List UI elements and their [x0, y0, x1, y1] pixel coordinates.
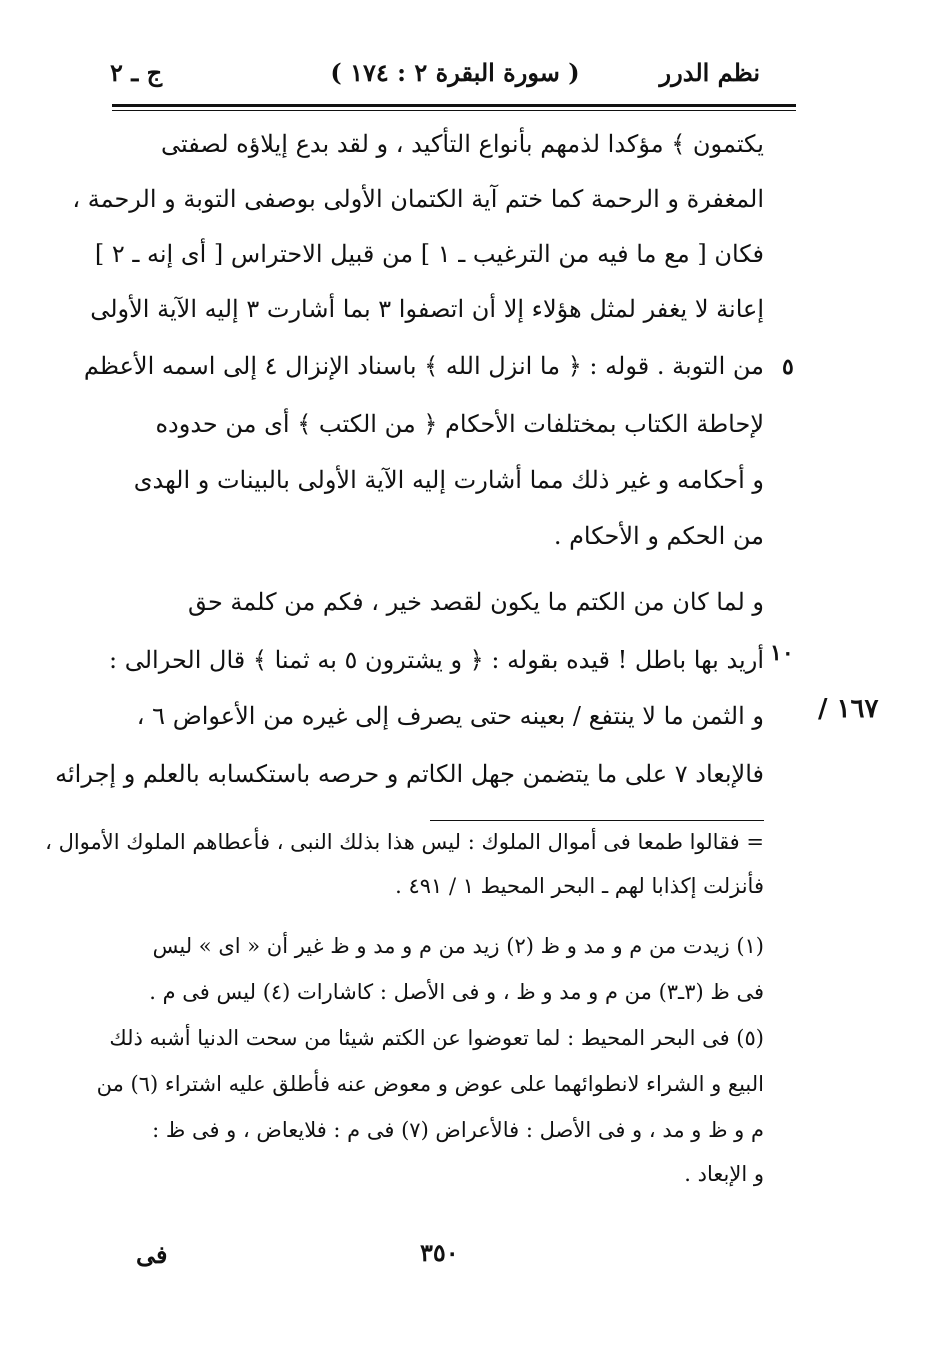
footnote-line: البيع و الشراء لانطوائهما على عوض و معوض عنه فأطلق عليه اشتراء (٦) من	[96, 1072, 764, 1096]
footnote-line: = فقالوا طمعا فى أموال الملوك : ليس هذا بذلك النبى ، فأعطاهم الملوك الأموال ،	[45, 830, 764, 854]
volume-number: ج ـ ٢	[110, 58, 163, 87]
text-line: فالإبعاد ٧ على ما يتضمن جهل الكاتم و حرصه باستكسابه بالعلم و إجرائه	[55, 760, 764, 788]
surah-reference: ( سورة البقرة ٢ : ١٧٤ )	[330, 58, 580, 87]
footnote-line: (٥) فى البحر المحيط : لما تعوضوا عن الكتم شيئا من سحت الدنيا أشبه ذلك	[109, 1026, 764, 1050]
page-number: ٣٥٠	[420, 1238, 459, 1267]
footnote-line: فى ظ (٣ـ٣) من م و مد و ظ ، و فى الأصل : كاشارات (٤) ليس فى م .	[149, 980, 764, 1004]
text-line: و الثمن ما لا ينتفع / بعينه حتى يصرف إلى غيره من الأعواض ٦ ،	[136, 702, 764, 730]
text-line: و لما كان من الكتم ما يكون لقصد خير ، فكم من كلمة حق	[187, 588, 764, 616]
footnote-separator	[430, 820, 764, 821]
text-line: من التوبة . قوله : ﴿ ما انزل الله ﴾ باسناد الإنزال ٤ إلى اسمه الأعظم	[83, 352, 764, 380]
line-number-10: ١٠	[770, 640, 794, 666]
main-text	[72, 124, 764, 564]
text-line: إعانة لا يغفر لمثل هؤلاء إلا أن اتصفوا ٣ بما أشارت ٣ إليه الآية الأولى	[90, 295, 764, 323]
footnotes-continued	[45, 824, 764, 904]
footnote-line: فأنزلت إكذابا لهم ـ البحر المحيط ١ / ٤٩١ .	[395, 874, 764, 898]
text-line: أريد بها باطل ! قيده بقوله : ﴿ و يشترون ٥ به ثمنا ﴾ قال الحرالى :	[109, 646, 764, 674]
footnotes	[96, 928, 764, 1228]
footnote-line: م و ظ و مد ، و فى الأصل : فالأعراض (٧) فى م : فلايعاض ، و فى ظ :	[152, 1118, 764, 1142]
footnote-line: و الإبعاد .	[684, 1162, 764, 1186]
text-line: المغفرة و الرحمة كما ختم آية الكتمان الأولى بوصفى التوبة و الرحمة ،	[72, 185, 764, 213]
main-text-second-paragraph	[55, 582, 764, 812]
header-rule-thin	[112, 110, 796, 111]
text-line: فكان [ مع ما فيه من الترغيب ـ ١ ] من قبيل الاحتراس [ أى إنه ـ ٢ ]	[94, 240, 764, 268]
manuscript-folio-reference: ١٦٧ /	[818, 694, 879, 724]
text-line: من الحكم و الأحكام .	[553, 522, 764, 550]
text-line: لإحاطة الكتاب بمختلفات الأحكام ﴿ من الكتب ﴾ أى من حدوده	[155, 410, 764, 438]
text-line: و أحكامه و غير ذلك مما أشارت إليه الآية الأولى بالبينات و الهدى	[133, 466, 764, 494]
header-rule	[112, 104, 796, 107]
catchword: فى	[136, 1240, 168, 1269]
text-line: يكتمون ﴾ مؤكدا لذمهم بأنواع التأكيد ، و لقد بدع إيلاؤه لصفتى	[161, 130, 764, 158]
footnote-line: (١) زيدت من م و مد و ظ (٢) زيد من م و مد و ظ غير أن « اى » ليس	[152, 934, 764, 958]
line-number-5: ٥	[782, 354, 794, 380]
book-title: نظم الدرر	[659, 58, 760, 87]
running-header	[110, 58, 800, 98]
